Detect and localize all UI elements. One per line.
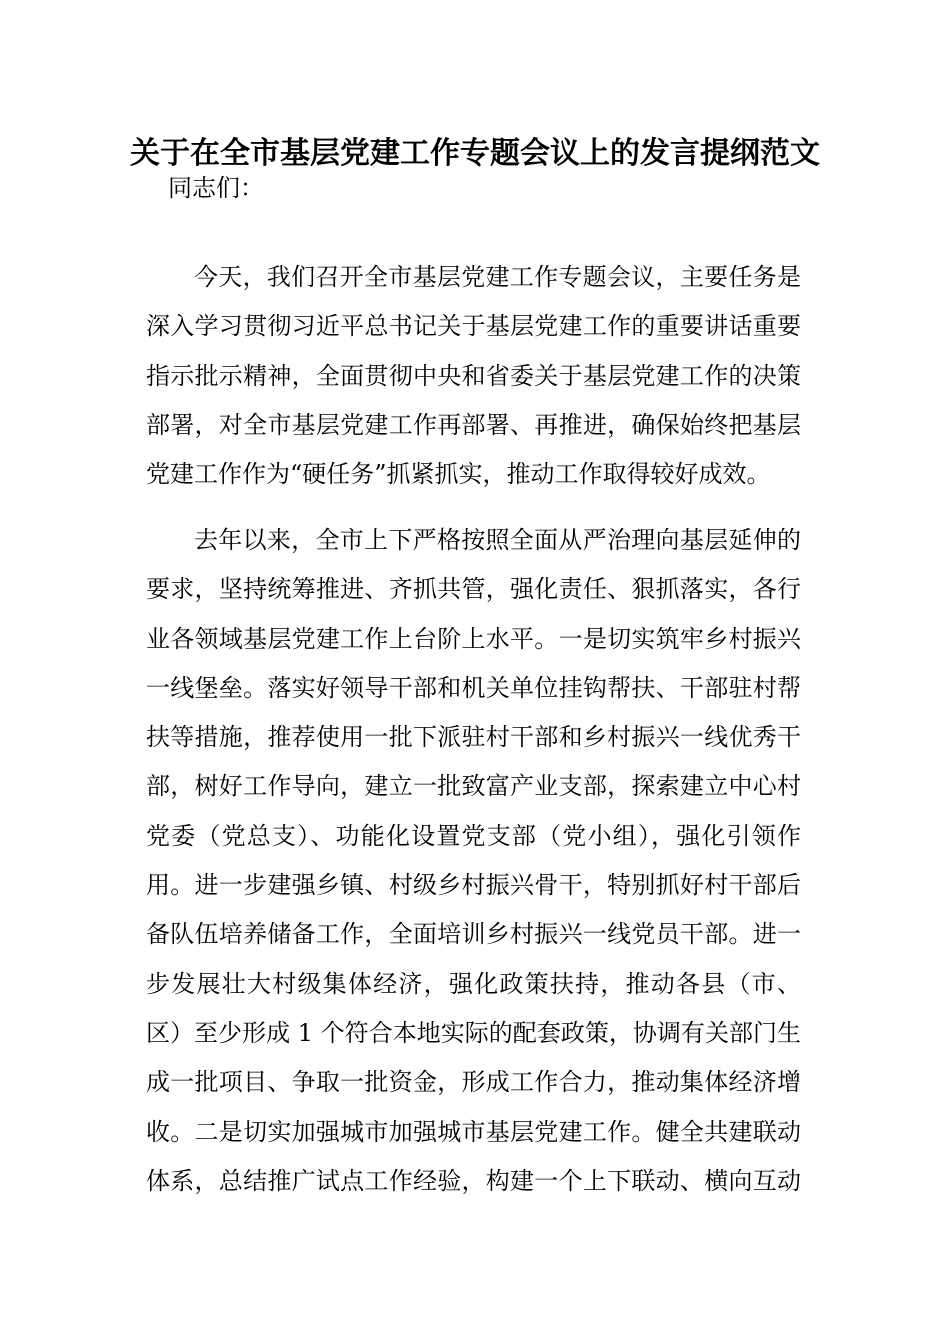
- paragraph-line: 要求，坚持统筹推进、齐抓共管，强化责任、狠抓落实，各行: [146, 575, 801, 604]
- paragraph-line: 部署，对全市基层党建工作再部署、再推进，确保始终把基层: [146, 410, 801, 439]
- paragraph-line: 一线堡垒。落实好领导干部和机关单位挂钩帮扶、干部驻村帮: [146, 673, 801, 702]
- salutation: 同志们：: [168, 174, 264, 202]
- paragraph-line: 深入学习贯彻习近平总书记关于基层党建工作的重要讲话重要: [146, 312, 801, 341]
- paragraph-line: 今天，我们召开全市基层党建工作专题会议，主要任务是: [194, 263, 801, 291]
- paragraph-line: 业各领域基层党建工作上台阶上水平。一是切实筑牢乡村振兴: [146, 624, 801, 653]
- paragraph-1: [146, 253, 801, 499]
- paragraph-line: 党建工作作为“硬任务”抓紧抓实，推动工作取得较好成效。: [146, 460, 771, 489]
- paragraph-2: [146, 516, 801, 1206]
- paragraph-line: 指示批示精神，全面贯彻中央和省委关于基层党建工作的决策: [146, 361, 801, 390]
- paragraph-line: 区）至少形成 1 个符合本地实际的配套政策，协调有关部门生: [146, 1018, 801, 1047]
- paragraph-line: 成一批项目、争取一批资金，形成工作合力，推动集体经济增: [146, 1068, 801, 1097]
- paragraph-line: 部，树好工作导向，建立一批致富产业支部，探索建立中心村: [146, 772, 801, 801]
- document-title: 关于在全市基层党建工作专题会议上的发言提纲范文: [130, 136, 820, 171]
- paragraph-line: 备队伍培养储备工作，全面培训乡村振兴一线党员干部。进一: [146, 920, 801, 949]
- paragraph-line: 党委（党总支）、功能化设置党支部（党小组），强化引领作: [146, 821, 801, 850]
- paragraph-line: 收。二是切实加强城市加强城市基层党建工作。健全共建联动: [146, 1117, 801, 1146]
- paragraph-line: 体系，总结推广试点工作经验，构建一个上下联动、横向互动: [146, 1166, 801, 1195]
- paragraph-line: 步发展壮大村级集体经济，强化政策扶持，推动各县（市、: [146, 969, 801, 998]
- paragraph-line: 用。进一步建强乡镇、村级乡村振兴骨干，特别抓好村干部后: [146, 871, 801, 900]
- paragraph-line: 扶等措施，推荐使用一批下派驻村干部和乡村振兴一线优秀干: [146, 723, 801, 752]
- paragraph-line: 去年以来，全市上下严格按照全面从严治理向基层延伸的: [194, 526, 801, 554]
